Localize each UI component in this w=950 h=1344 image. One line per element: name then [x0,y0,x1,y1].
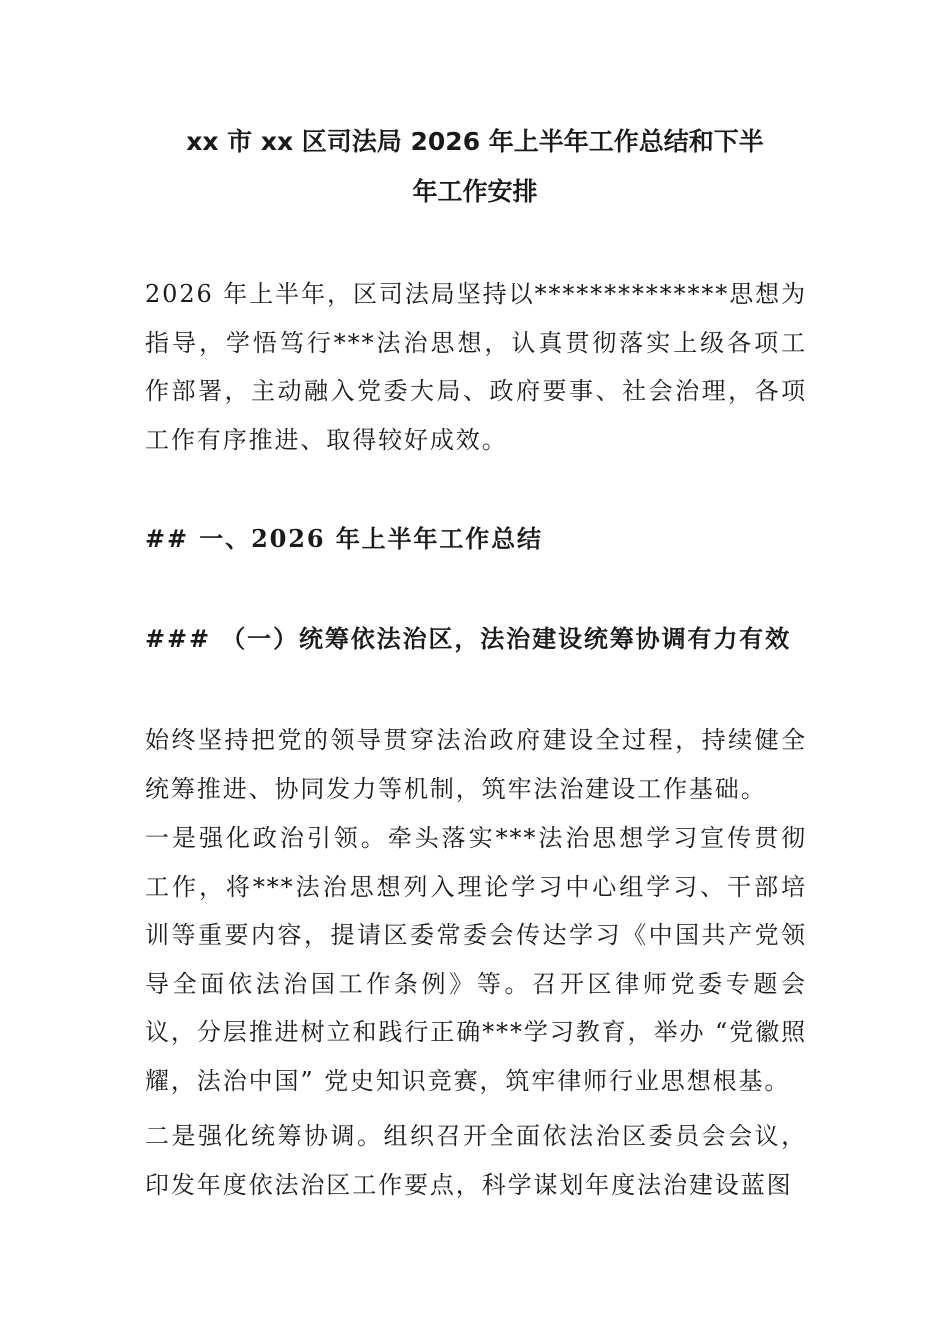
body-paragraph-overview: 始终坚持把党的领导贯穿法治政府建设全过程，持续健全统筹推进、协同发力等机制，筑牢法治建设工作基础。 [145,726,807,803]
subsection-heading-rule-of-law: ### （一）统筹依法治区，法治建设统筹协调有力有效 [145,624,792,653]
document-title-line-1: xx 市 xx 区司法局 2026 年上半年工作总结和下半 [186,127,764,156]
body-paragraph-political-guidance: 一是强化政治引领。牵头落实***法治思想学习宣传贯彻工作，将***法治思想列入理论学习中心组学习、干部培训等重要内容，提请区委常委会传达学习《中国共产党领导全面依法治国工作条例》等。召开区律师党委专题会议，分层推进树立和践行正确***学习教育，举办 “党徽照耀，法治中国” 党史知识竞赛，筑牢律师行业思想根基。 [145,824,807,1095]
document-title-line-2: 年工作安排 [412,177,538,206]
body-paragraph-coordination: 二是强化统筹协调。组织召开全面依法治区委员会会议，印发年度依法治区工作要点，科学谋划年度法治建设蓝图 [145,1122,807,1199]
intro-paragraph: 2026 年上半年，区司法局坚持以**************思想为指导，学悟笃行***法治思想，认真贯彻落实上级各项工作部署，主动融入党委大局、政府要事、社会治理，各项工作有序推进、取得较好成效。 [145,280,807,454]
section-heading-summary: ## 一、2026 年上半年工作总结 [145,524,543,553]
